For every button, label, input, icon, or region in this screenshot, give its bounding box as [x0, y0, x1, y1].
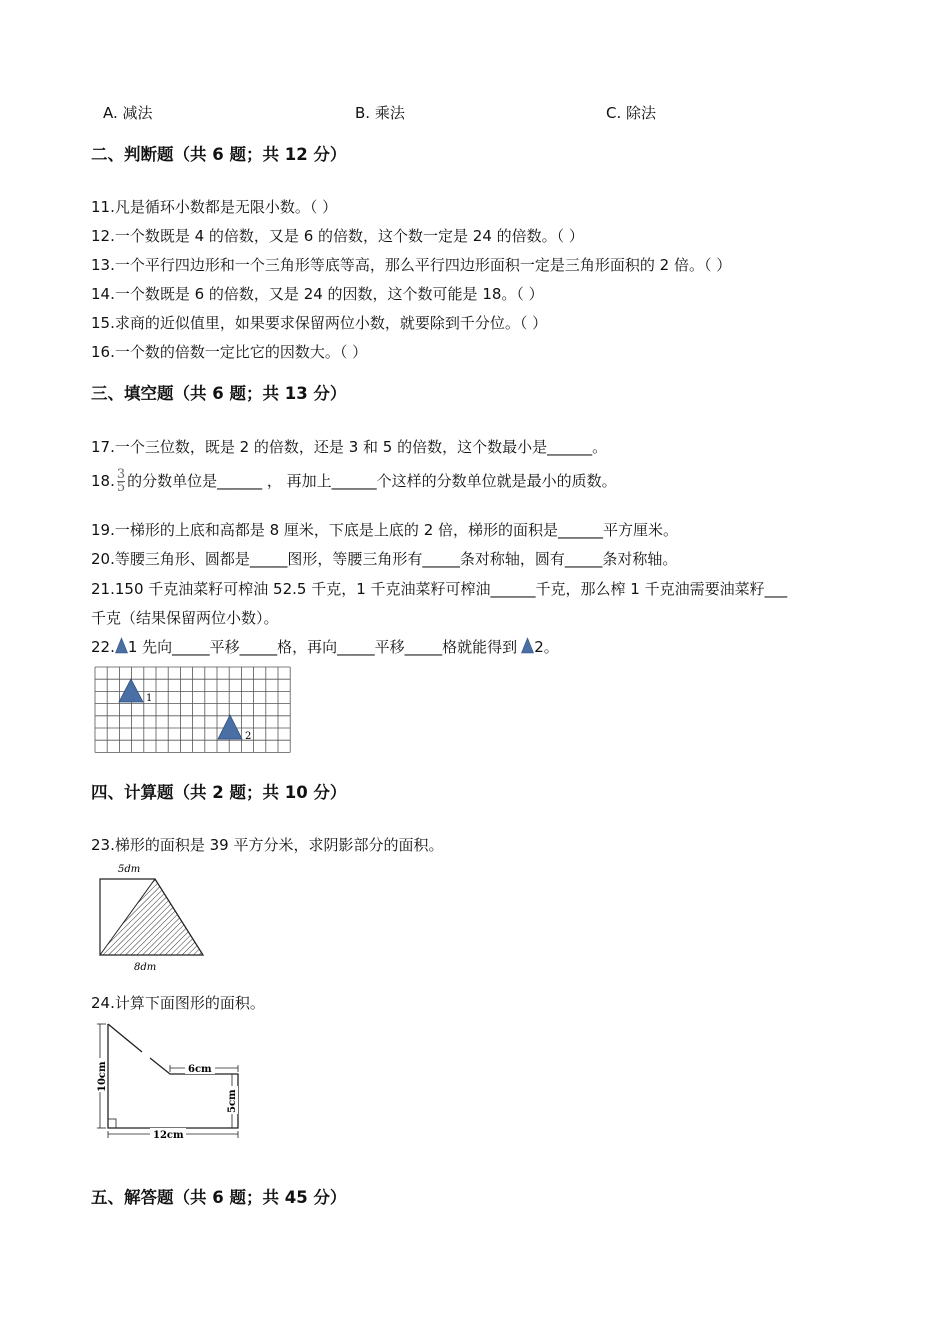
- question-19: 19.一梯形的上底和高都是 8 厘米，下底是上底的 2 倍，梯形的面积是______平方厘米。: [91, 521, 679, 539]
- question-22: [91, 637, 559, 657]
- option-a: A. 减法: [103, 104, 153, 122]
- question-18-text: 的分数单位是______ ， 再加上______个这样的分数单位就是最小的质数。: [127, 472, 617, 490]
- composite-shape-figure: [92, 1018, 247, 1146]
- question-22-end: 2。: [534, 638, 559, 656]
- right-angle-mark: [108, 1119, 116, 1128]
- question-21-line1: 21.150 千克油菜籽可榨油 52.5 千克，1 千克油菜籽可榨油______千克，那么榨 1 千克油需要油菜籽___: [91, 580, 788, 598]
- fraction-numerator: 3: [116, 467, 126, 482]
- right-dimension-label: 5cm: [227, 1089, 238, 1113]
- translation-grid-figure: [94, 666, 294, 756]
- question-18-number: 18.: [91, 472, 115, 490]
- triangle-2-icon: [521, 637, 534, 654]
- trapezoid-top-label: 5dm: [118, 864, 141, 875]
- question-18: [91, 469, 617, 494]
- triangle-1-icon: [115, 637, 128, 654]
- trapezoid-figure: [92, 858, 212, 976]
- fraction-three-fifths: [117, 469, 125, 494]
- top-dimension-label: 6cm: [188, 1064, 212, 1075]
- shaded-triangle: [100, 879, 203, 955]
- question-21-line2: 千克（结果保留两位小数）。: [91, 609, 279, 627]
- question-14: 14.一个数既是 6 的倍数，又是 24 的因数，这个数可能是 18。（ ）: [91, 285, 544, 303]
- question-11: 11.凡是循环小数都是无限小数。（ ）: [91, 198, 338, 216]
- question-16: 16.一个数的倍数一定比它的因数大。（ ）: [91, 343, 368, 361]
- left-dimension-label: 10cm: [97, 1061, 108, 1092]
- grid-triangle-1: [119, 679, 143, 702]
- trapezoid-bottom-label: 8dm: [134, 962, 157, 973]
- grid-label-2: 2: [245, 731, 252, 742]
- section-fill-heading: 三、填空题（共 6 题；共 13 分）: [91, 384, 347, 403]
- grid-triangle-2: [218, 715, 242, 739]
- question-12: 12.一个数既是 4 的倍数，又是 6 的倍数，这个数一定是 24 的倍数。（ ）: [91, 227, 584, 245]
- fraction-denominator: 5: [116, 480, 126, 495]
- question-17: 17.一个三位数，既是 2 的倍数，还是 3 和 5 的倍数，这个数最小是______。: [91, 438, 608, 456]
- section-answer-heading: 五、解答题（共 6 题；共 45 分）: [91, 1188, 347, 1207]
- grid-label-1: 1: [146, 693, 153, 704]
- bottom-dimension-label: 12cm: [153, 1130, 184, 1141]
- question-15: 15.求商的近似值里，如果要求保留两位小数，就要除到千分位。（ ）: [91, 314, 548, 332]
- question-22-number: 22.: [91, 638, 115, 656]
- section-judge-heading: 二、判断题（共 6 题；共 12 分）: [91, 145, 347, 164]
- section-calc-heading: 四、计算题（共 2 题；共 10 分）: [91, 783, 347, 802]
- composite-outline: [108, 1024, 238, 1128]
- question-13: 13.一个平行四边形和一个三角形等底等高，那么平行四边形面积一定是三角形面积的 2 倍。（ ）: [91, 256, 732, 274]
- question-20: 20.等腰三角形、圆都是_____图形，等腰三角形有_____条对称轴，圆有_____条对称轴。: [91, 550, 678, 568]
- question-23: 23.梯形的面积是 39 平方分米，求阴影部分的面积。: [91, 836, 444, 854]
- question-22-text: 1 先向_____平移_____格，再向_____平移_____格就能得到: [127, 638, 518, 656]
- option-c: C. 除法: [606, 104, 657, 122]
- question-24: 24.计算下面图形的面积。: [91, 994, 265, 1012]
- option-b: B. 乘法: [355, 104, 405, 122]
